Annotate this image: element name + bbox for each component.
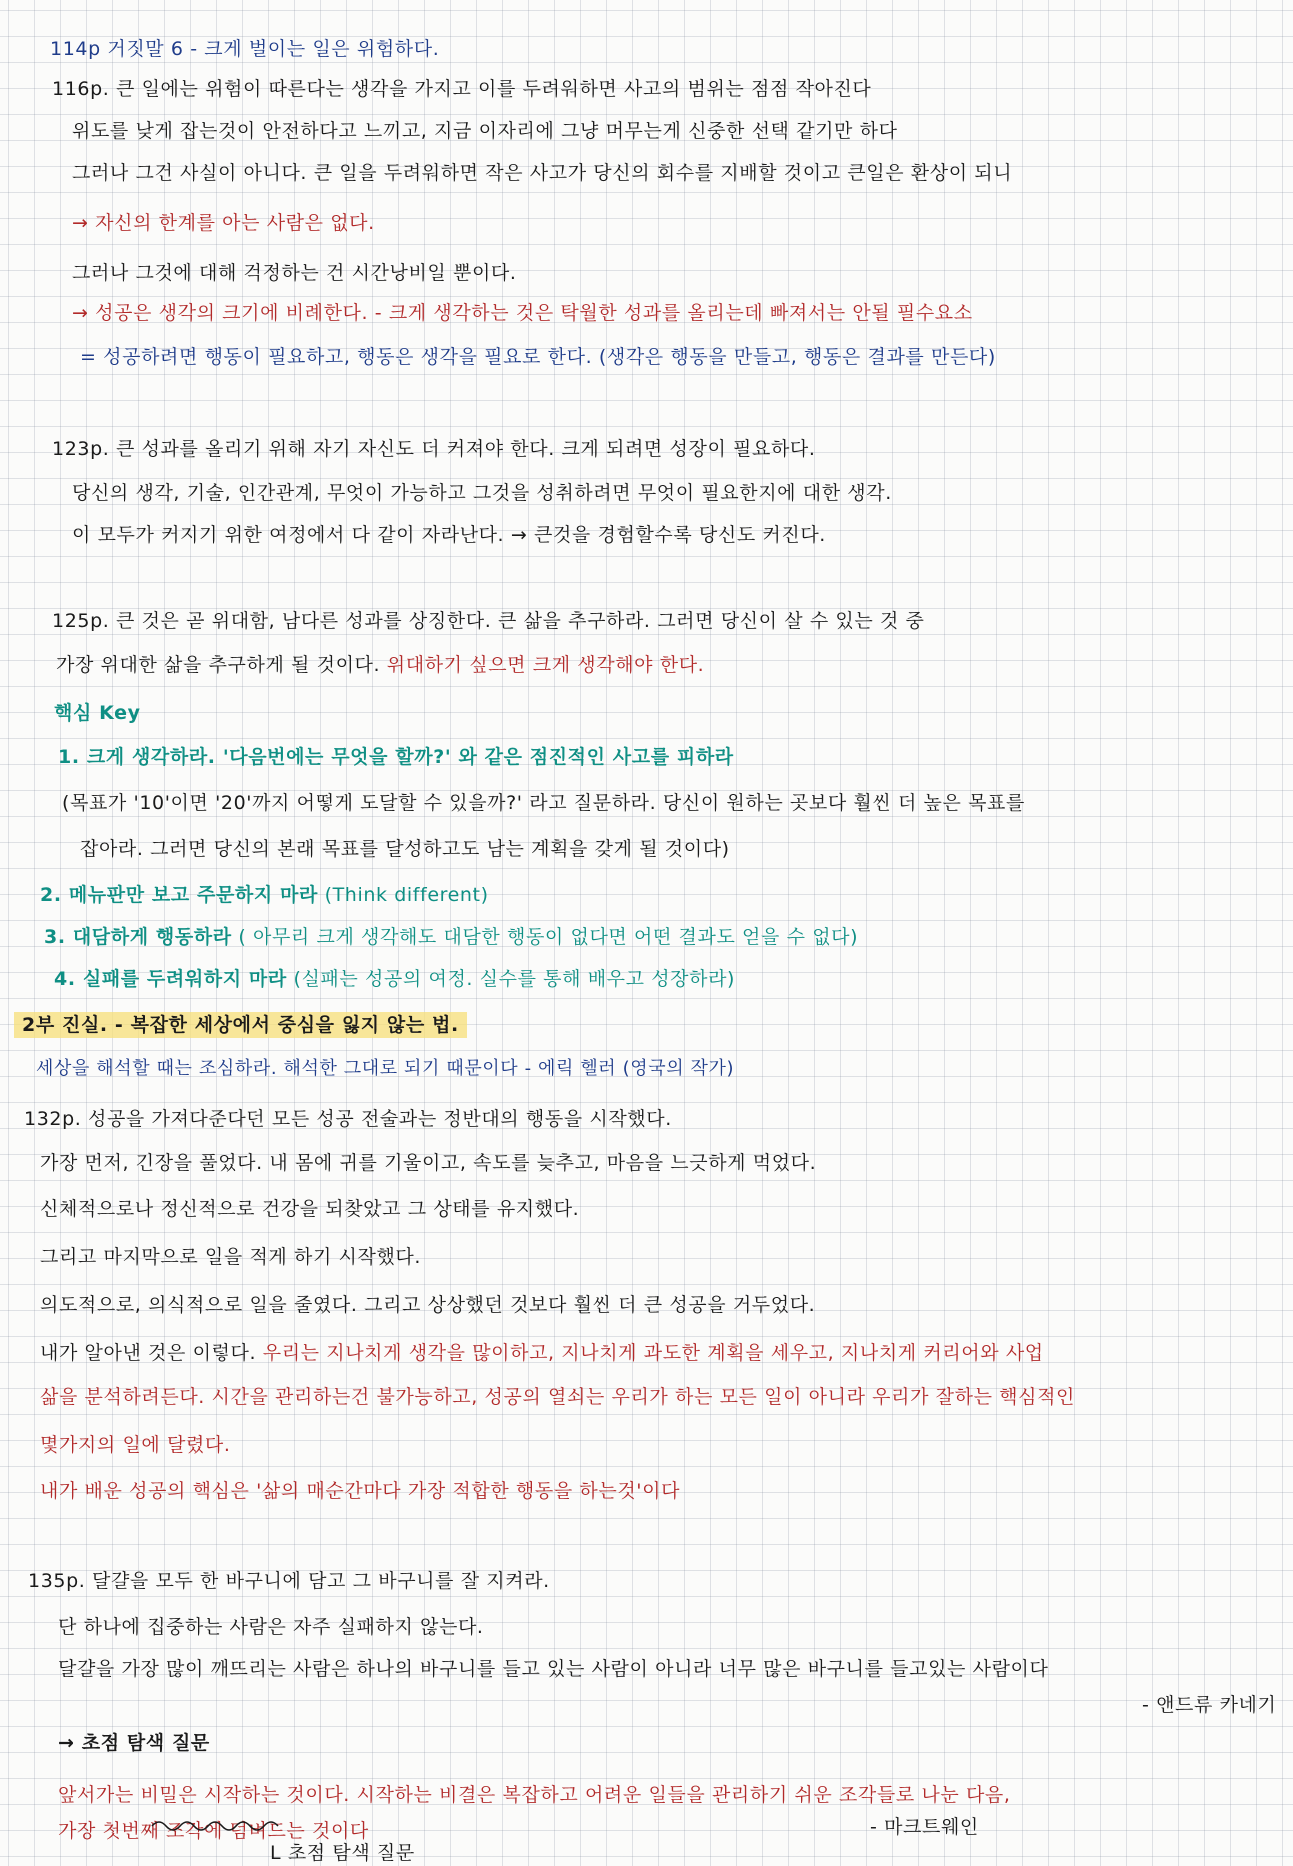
- note-text-continued: (실패는 성공의 여정. 실수를 통해 배우고 성장하라): [286, 968, 736, 990]
- note-text: - 앤드류 카네기: [1142, 1694, 1277, 1716]
- note-text: 의도적으로, 의식적으로 일을 줄였다. 그리고 상상했던 것보다 훨씬 더 큰 성공을 거두었다.: [40, 1294, 816, 1316]
- note-text: 앞서가는 비밀은 시작하는 것이다. 시작하는 비결은 복잡하고 어려운 일들을 관리하기 쉬운 조각들로 나눈 다음,: [58, 1784, 1011, 1806]
- note-line-33: [58, 1614, 484, 1640]
- note-line-23: [24, 1106, 672, 1132]
- note-line-15: [58, 744, 734, 770]
- note-line-21: [14, 1012, 467, 1038]
- note-line-26: [40, 1244, 421, 1270]
- note-text: 그러나 그것에 대해 걱정하는 건 시간낭비일 뿐이다.: [72, 262, 517, 284]
- note-text: 내가 배운 성공의 핵심은 '삶의 매순간마다 가장 적합한 행동을 하는것'이다: [40, 1480, 681, 1502]
- note-text: (목표가 '10'이면 '20'까지 어떻게 도달할 수 있을까?' 라고 질문하라. 당신이 원하는 곳보다 훨씬 더 높은 목표를: [62, 792, 1025, 814]
- note-line-14: [54, 700, 141, 726]
- note-text: 4. 실패를 두려워하지 마라: [54, 968, 287, 990]
- note-line-40: [270, 1840, 415, 1866]
- note-text: 가장 위대한 삶을 추구하게 될 것이다.: [56, 654, 387, 676]
- note-line-8: [80, 344, 996, 370]
- note-text: 세상을 해석할 때는 조심하라. 해석한 그대로 되기 때문이다 - 에릭 헬러 (영국의 작가): [36, 1058, 735, 1079]
- note-text: 1. 크게 생각하라. '다음번에는 무엇을 할까?' 와 같은 점진적인 사고를 피하라: [58, 746, 734, 768]
- note-line-2: [52, 76, 871, 102]
- note-line-27: [40, 1292, 815, 1318]
- note-text: 핵심 Key: [54, 702, 141, 724]
- note-line-35: [1142, 1692, 1276, 1718]
- note-text: 내가 알아낸 것은 이렇다.: [40, 1342, 263, 1364]
- note-line-28: [40, 1340, 1044, 1366]
- note-text: 135p. 달걀을 모두 한 바구니에 담고 그 바구니를 잘 지켜라.: [28, 1570, 550, 1592]
- note-text: → 초점 탐색 질문: [58, 1732, 210, 1754]
- note-text: → 성공은 생각의 크기에 비례한다. - 크게 생각하는 것은 탁월한 성과를 올리는데 빠져서는 안될 필수요소: [72, 302, 973, 324]
- note-line-12: [52, 608, 925, 634]
- note-text: 3. 대담하게 행동하라: [44, 926, 232, 948]
- note-text: 가장 먼저, 긴장을 풀었다. 내 몸에 귀를 기울이고, 속도를 늦추고, 마음을 느긋하게 먹었다.: [40, 1152, 817, 1174]
- note-line-9: [52, 436, 816, 462]
- note-text: 이 모두가 커지기 위한 여정에서 다 같이 자라난다. → 큰것을 경험할수록 당신도 커진다.: [72, 524, 826, 546]
- note-line-20: [54, 966, 735, 992]
- note-text: 신체적으로나 정신적으로 건강을 되찾았고 그 상태를 유지했다.: [40, 1198, 580, 1220]
- note-line-34: [58, 1656, 1048, 1682]
- note-text: 그러나 그건 사실이 아니다. 큰 일을 두려워하면 작은 사고가 당신의 회수를 지배할 것이고 큰일은 환상이 되니: [72, 162, 1013, 184]
- note-text: 그리고 마지막으로 일을 적게 하기 시작했다.: [40, 1246, 422, 1268]
- note-line-36: [58, 1730, 210, 1756]
- note-line-39: [870, 1814, 979, 1840]
- note-text: 123p. 큰 성과를 올리기 위해 자기 자신도 더 커져야 한다. 크게 되려면 성장이 필요하다.: [52, 438, 816, 460]
- note-line-6: [72, 260, 517, 286]
- note-line-37: [58, 1782, 1011, 1808]
- note-line-31: [40, 1478, 680, 1504]
- note-text: L 초점 탐색 질문: [270, 1842, 415, 1864]
- note-line-1: [50, 36, 439, 62]
- note-text-continued: 우리는 지나치게 생각을 많이하고, 지나치게 과도한 계획을 세우고, 지나치게 커리어와 사업: [262, 1342, 1044, 1364]
- note-text: 2부 진실. - 복잡한 세상에서 중심을 잃지 않는 법.: [22, 1014, 459, 1036]
- note-text: 달걀을 가장 많이 깨뜨리는 사람은 하나의 바구니를 들고 있는 사람이 아니라 너무 많은 바구니를 들고있는 사람이다: [58, 1658, 1049, 1680]
- note-line-4: [72, 160, 1012, 186]
- note-text: 당신의 생각, 기술, 인간관계, 무엇이 가능하고 그것을 성취하려면 무엇이 필요한지에 대한 생각.: [72, 482, 892, 504]
- note-line-18: [40, 882, 489, 908]
- note-line-32: [28, 1568, 550, 1594]
- note-text: = 성공하려면 행동이 필요하고, 행동은 생각을 필요로 한다. (생각은 행동을 만들고, 행동은 결과를 만든다): [80, 346, 996, 368]
- squiggle-underline: [150, 1818, 290, 1838]
- note-text: 삶을 분석하려든다. 시간을 관리하는건 불가능하고, 성공의 열쇠는 우리가 하는 모든 일이 아니라 우리가 잘하는 핵심적인: [40, 1386, 1075, 1408]
- note-text-continued: (Think different): [317, 884, 489, 906]
- note-text: 위도를 낮게 잡는것이 안전하다고 느끼고, 지금 이자리에 그냥 머무는게 신중한 선택 같기만 하다: [72, 120, 898, 142]
- note-line-5: [72, 210, 375, 236]
- note-line-25: [40, 1196, 579, 1222]
- note-line-7: [72, 300, 973, 326]
- note-text-continued: 위대하기 싶으면 크게 생각해야 한다.: [386, 654, 705, 676]
- note-line-13: [56, 652, 704, 678]
- note-line-30: [40, 1432, 231, 1458]
- note-text-continued: ( 아무리 크게 생각해도 대담한 행동이 없다면 어떤 결과도 얻을 수 없다): [231, 926, 859, 948]
- note-text: 116p. 큰 일에는 위험이 따른다는 생각을 가지고 이를 두려워하면 사고의 범위는 점점 작아진다: [52, 78, 872, 100]
- note-line-29: [40, 1384, 1075, 1410]
- note-line-10: [72, 480, 892, 506]
- note-line-16: [62, 790, 1025, 816]
- note-text: 125p. 큰 것은 곧 위대함, 남다른 성과를 상징한다. 큰 삶을 추구하라. 그러면 당신이 살 수 있는 것 중: [52, 610, 925, 632]
- note-line-22: [36, 1056, 734, 1082]
- note-line-24: [40, 1150, 816, 1176]
- note-text: - 마크트웨인: [870, 1816, 979, 1838]
- note-text: 몇가지의 일에 달렸다.: [40, 1434, 231, 1456]
- note-text: 단 하나에 집중하는 사람은 자주 실패하지 않는다.: [58, 1616, 484, 1638]
- note-line-3: [72, 118, 898, 144]
- note-line-17: [80, 836, 730, 862]
- note-text: 잡아라. 그러면 당신의 본래 목표를 달성하고도 남는 계획을 갖게 될 것이다): [80, 838, 730, 860]
- note-line-11: [72, 522, 826, 548]
- note-text: 가장 첫번째 조각에 덤벼드는 것이다: [58, 1820, 369, 1842]
- note-text: 2. 메뉴판만 보고 주문하지 마라: [40, 884, 318, 906]
- note-text: → 자신의 한계를 아는 사람은 없다.: [72, 212, 375, 234]
- note-text: 114p 거짓말 6 - 크게 벌이는 일은 위험하다.: [50, 38, 440, 60]
- note-line-19: [44, 924, 858, 950]
- note-text: 132p. 성공을 가져다준다던 모든 성공 전술과는 정반대의 행동을 시작했다.: [24, 1108, 672, 1130]
